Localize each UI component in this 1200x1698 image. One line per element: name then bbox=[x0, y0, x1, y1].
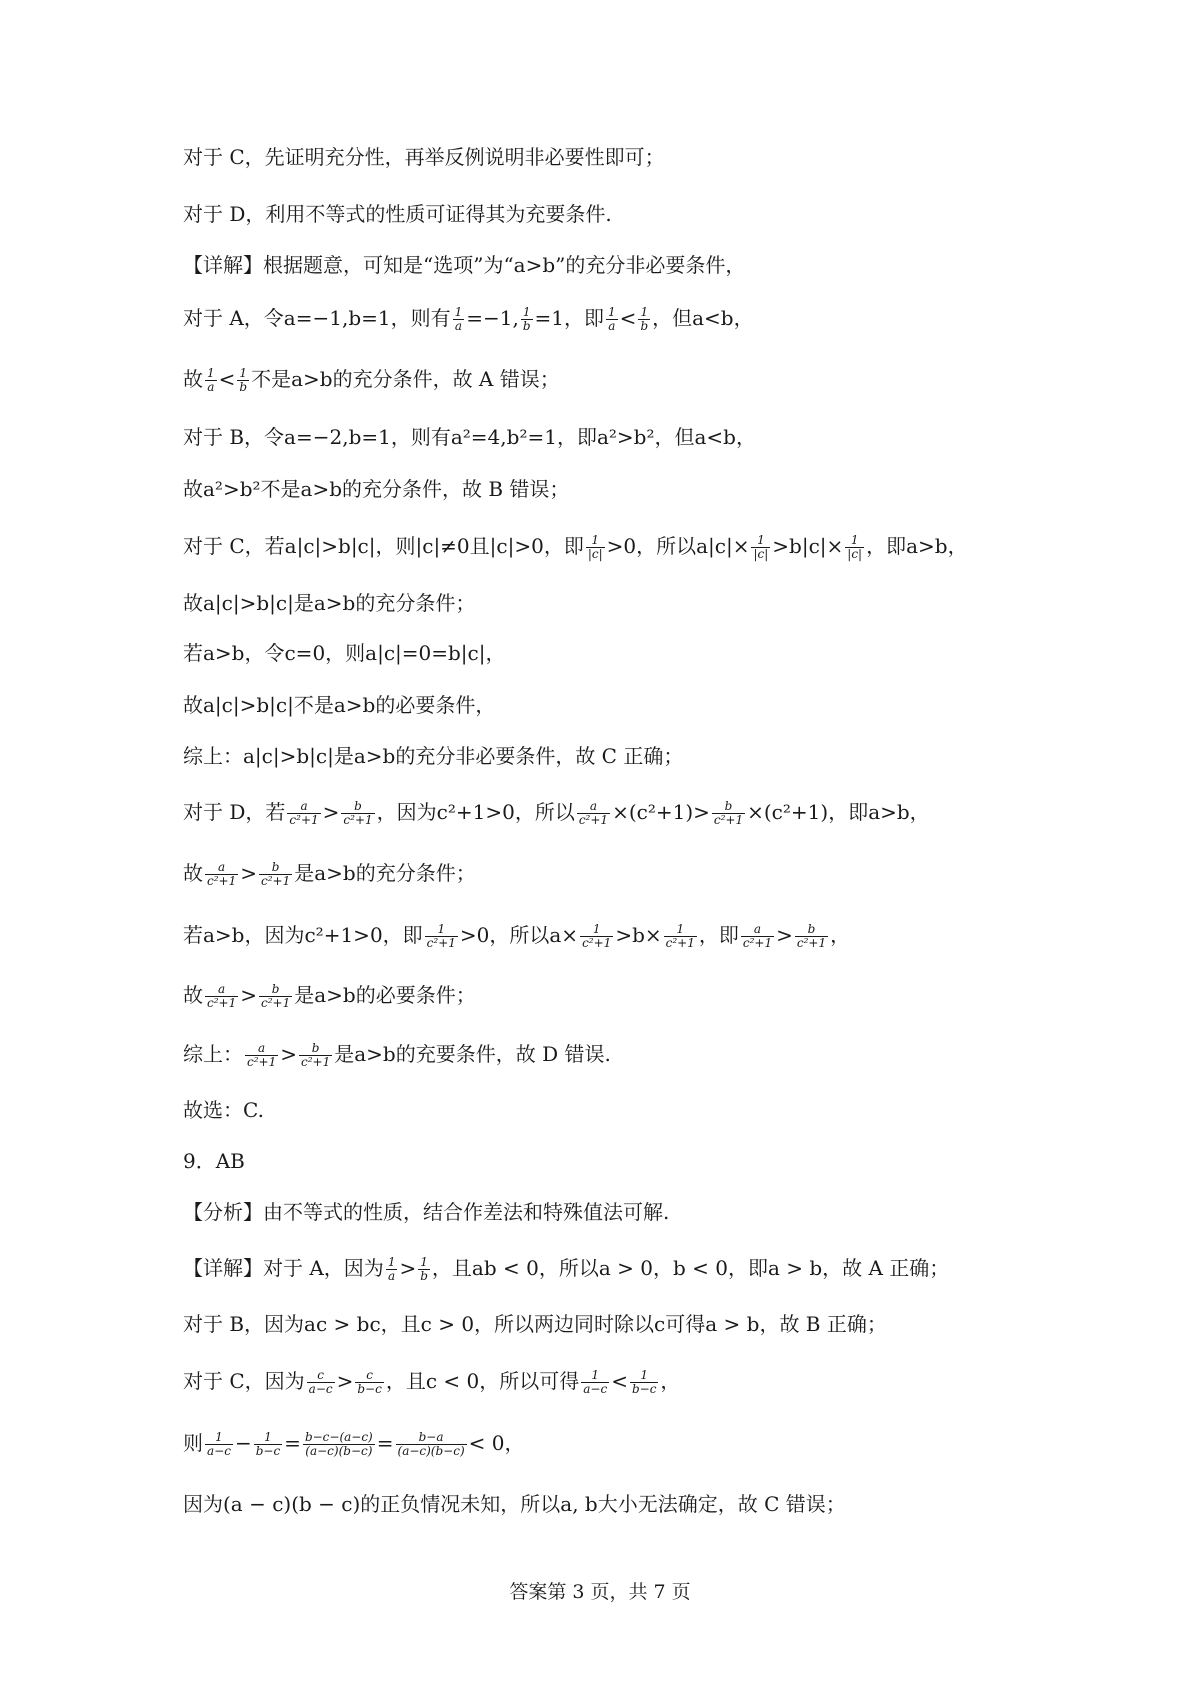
text-line bbox=[183, 1489, 846, 1519]
fraction bbox=[254, 1431, 282, 1458]
line-text: ，即 bbox=[698, 923, 739, 947]
line-text: ， bbox=[830, 923, 851, 947]
numerator: b bbox=[271, 860, 280, 874]
text-line bbox=[183, 1366, 680, 1396]
denominator: c²+1 bbox=[713, 813, 744, 827]
line-text: 故 bbox=[183, 861, 203, 885]
numerator: b−a bbox=[418, 1430, 444, 1444]
fraction bbox=[303, 1431, 375, 1458]
line-text: 若a>b，因为c²+1>0，即 bbox=[183, 923, 423, 947]
denominator: c²+1 bbox=[301, 1055, 331, 1069]
line-text: 对于 A，令a=−1,b=1，则有 bbox=[183, 306, 451, 330]
denominator: c²+1 bbox=[261, 996, 291, 1010]
numerator: b−c−(a−c) bbox=[304, 1430, 373, 1444]
text-line bbox=[183, 741, 683, 771]
line-text: =1，即 bbox=[534, 306, 605, 330]
denominator: a bbox=[205, 380, 217, 394]
fraction bbox=[664, 923, 697, 950]
line-text: < bbox=[218, 367, 236, 391]
line-text: > bbox=[240, 861, 257, 885]
line-text: ，但a<b， bbox=[652, 306, 754, 330]
line-text: > bbox=[240, 983, 257, 1007]
fraction bbox=[712, 800, 745, 827]
denominator: b bbox=[640, 319, 649, 333]
numerator: a bbox=[753, 922, 762, 936]
fraction bbox=[237, 367, 249, 394]
line-text: ， bbox=[660, 1369, 681, 1393]
text-line bbox=[183, 980, 476, 1010]
text-line bbox=[183, 588, 475, 618]
fraction bbox=[341, 800, 374, 827]
denominator: c²+1 bbox=[247, 1055, 277, 1069]
fraction bbox=[580, 923, 613, 950]
line-text: >b× bbox=[615, 923, 662, 947]
fraction bbox=[205, 861, 238, 888]
text-line bbox=[183, 303, 754, 333]
text-line bbox=[183, 364, 560, 394]
text-line bbox=[183, 1039, 611, 1069]
text-line bbox=[183, 858, 476, 888]
fraction bbox=[638, 306, 650, 333]
line-text: 因为(a − c)(b − c)的正负情况未知，所以a, b大小无法确定，故 C 错误； bbox=[183, 1492, 846, 1516]
line-text: 故 bbox=[183, 983, 203, 1007]
line-text: 对于 D，利用不等式的性质可证得其为充要条件. bbox=[183, 202, 612, 226]
denominator: (a−c)(b−c) bbox=[397, 1444, 465, 1458]
fraction bbox=[425, 923, 458, 950]
numerator: b bbox=[807, 922, 816, 936]
text-line bbox=[183, 422, 756, 452]
denominator: (a−c)(b−c) bbox=[303, 1444, 375, 1458]
denominator: b−c bbox=[255, 1444, 281, 1458]
fraction bbox=[205, 983, 238, 1010]
text-line bbox=[183, 638, 506, 668]
fraction bbox=[287, 800, 320, 827]
numerator: 1 bbox=[591, 1368, 600, 1382]
fraction bbox=[205, 1431, 233, 1458]
numerator: 1 bbox=[676, 922, 685, 936]
denominator: a bbox=[453, 319, 465, 333]
numerator: a bbox=[218, 982, 226, 996]
denominator: c²+1 bbox=[665, 936, 695, 950]
line-text: 9．AB bbox=[183, 1149, 245, 1173]
numerator: a bbox=[258, 1041, 266, 1055]
text-line bbox=[183, 250, 745, 280]
numerator: a bbox=[589, 799, 598, 813]
line-text: >0，所以a|c|× bbox=[606, 534, 750, 558]
text-line bbox=[183, 690, 495, 720]
text-line bbox=[183, 1309, 887, 1339]
line-text: 【详解】对于 A，因为 bbox=[183, 1256, 384, 1280]
line-text: =−1, bbox=[466, 306, 519, 330]
line-text: = bbox=[376, 1431, 394, 1455]
denominator: c²+1 bbox=[578, 813, 609, 827]
text-line bbox=[183, 474, 569, 504]
numerator: 1 bbox=[437, 922, 446, 936]
fraction bbox=[355, 1369, 383, 1396]
fraction bbox=[418, 1256, 430, 1283]
denominator: c²+1 bbox=[742, 936, 773, 950]
question-number bbox=[183, 1146, 245, 1176]
denominator: b bbox=[420, 1269, 428, 1283]
line-text: − bbox=[234, 1431, 252, 1455]
line-text: ，即a>b， bbox=[866, 534, 968, 558]
denominator: c²+1 bbox=[582, 936, 612, 950]
denominator: a bbox=[386, 1269, 398, 1283]
denominator: |c| bbox=[587, 547, 603, 561]
denominator: a−c bbox=[207, 1444, 231, 1458]
denominator: a bbox=[606, 319, 618, 333]
page-footer: 答案第 3 页，共 7 页 bbox=[509, 1581, 691, 1603]
line-text: 综上： bbox=[183, 1042, 243, 1066]
line-text: > bbox=[399, 1256, 417, 1280]
numerator: b bbox=[724, 799, 733, 813]
numerator: a bbox=[300, 799, 308, 813]
text-line bbox=[183, 531, 968, 561]
line-text: 对于 D，若 bbox=[183, 800, 286, 824]
text-line bbox=[183, 797, 930, 827]
numerator: b bbox=[271, 982, 280, 996]
text-line bbox=[183, 1253, 949, 1283]
numerator: 1 bbox=[640, 1368, 648, 1382]
line-text: 是a>b的充要条件，故 D 错误. bbox=[334, 1042, 611, 1066]
line-text: 故a²>b²不是a>b的充分条件，故 B 错误； bbox=[183, 477, 570, 501]
fraction bbox=[396, 1431, 467, 1458]
numerator: 1 bbox=[215, 1430, 223, 1444]
fraction bbox=[586, 534, 605, 561]
fraction bbox=[521, 306, 533, 333]
denominator: c²+1 bbox=[426, 936, 456, 950]
numerator: 1 bbox=[757, 533, 765, 547]
line-text: >0，所以a× bbox=[459, 923, 579, 947]
line-text: < 0， bbox=[468, 1431, 525, 1455]
denominator: a−c bbox=[583, 1382, 608, 1396]
text-line bbox=[183, 1428, 524, 1458]
denominator: a−c bbox=[308, 1382, 333, 1396]
fraction bbox=[259, 983, 292, 1010]
numerator: 1 bbox=[850, 533, 859, 547]
fraction bbox=[245, 1042, 278, 1069]
fraction bbox=[606, 306, 618, 333]
line-text: ×(c²+1)，即a>b， bbox=[747, 800, 930, 824]
line-text: > bbox=[280, 1042, 297, 1066]
line-text: 对于 B，因为ac > bc，且c > 0，所以两边同时除以c可得a > b，故 B 正确； bbox=[183, 1312, 887, 1336]
line-text: > bbox=[336, 1369, 354, 1393]
numerator: 1 bbox=[608, 305, 616, 319]
numerator: 1 bbox=[387, 1255, 396, 1269]
numerator: 1 bbox=[640, 305, 649, 319]
line-text: 故选：C. bbox=[183, 1098, 264, 1122]
fraction bbox=[205, 367, 217, 394]
line-text: < bbox=[619, 306, 637, 330]
fraction bbox=[577, 800, 610, 827]
fraction bbox=[845, 534, 864, 561]
text-line bbox=[183, 1197, 669, 1227]
numerator: c bbox=[317, 1368, 324, 1382]
fraction bbox=[630, 1369, 658, 1396]
denominator: c²+1 bbox=[207, 874, 237, 888]
line-text: 【分析】由不等式的性质，结合作差法和特殊值法可解. bbox=[183, 1200, 670, 1224]
line-text: 是a>b的充分条件； bbox=[294, 861, 476, 885]
denominator: |c| bbox=[753, 547, 769, 561]
text-line bbox=[183, 142, 665, 172]
line-text: > bbox=[776, 923, 793, 947]
numerator: c bbox=[366, 1368, 373, 1382]
line-text: 对于 C，因为 bbox=[183, 1369, 305, 1393]
line-text: 故 bbox=[183, 367, 203, 391]
fraction bbox=[453, 306, 465, 333]
denominator: b−c bbox=[631, 1382, 657, 1396]
numerator: b bbox=[311, 1041, 320, 1055]
line-text: ×(c²+1)> bbox=[612, 800, 710, 824]
line-text: 综上：a|c|>b|c|是a>b的充分非必要条件，故 C 正确； bbox=[183, 744, 684, 768]
denominator: c²+1 bbox=[261, 874, 291, 888]
fraction bbox=[259, 861, 292, 888]
fraction bbox=[741, 923, 774, 950]
denominator: |c| bbox=[847, 547, 863, 561]
line-text: 对于 C，若a|c|>b|c|，则|c|≠0且|c|>0，即 bbox=[183, 534, 584, 558]
line-text: 则 bbox=[183, 1431, 203, 1455]
numerator: 1 bbox=[591, 533, 600, 547]
numerator: b bbox=[354, 799, 362, 813]
numerator: 1 bbox=[522, 305, 531, 319]
denominator: b bbox=[239, 380, 248, 394]
line-text: ，且ab < 0，所以a > 0，b < 0，即a > b，故 A 正确； bbox=[431, 1256, 950, 1280]
numerator: a bbox=[218, 860, 226, 874]
numerator: 1 bbox=[454, 305, 463, 319]
denominator: c²+1 bbox=[796, 936, 827, 950]
line-text: ，且c < 0，所以可得 bbox=[385, 1369, 580, 1393]
text-line bbox=[183, 199, 612, 229]
fraction bbox=[307, 1369, 335, 1396]
line-text: 对于 B，令a=−2,b=1，则有a²=4,b²=1，即a²>b²，但a<b， bbox=[183, 425, 756, 449]
text-line bbox=[183, 920, 850, 950]
fraction bbox=[386, 1256, 398, 1283]
numerator: 1 bbox=[592, 922, 601, 936]
line-text: 【详解】根据题意，可知是“选项”为“a>b”的充分非必要条件， bbox=[183, 253, 746, 277]
numerator: 1 bbox=[264, 1430, 272, 1444]
denominator: c²+1 bbox=[207, 996, 237, 1010]
line-text: = bbox=[284, 1431, 301, 1455]
line-text: < bbox=[611, 1369, 628, 1393]
line-text: 不是a>b的充分条件，故 A 错误； bbox=[251, 367, 560, 391]
line-text: 对于 C，先证明充分性，再举反例说明非必要性即可； bbox=[183, 145, 665, 169]
line-text: 故a|c|>b|c|不是a>b的必要条件， bbox=[183, 693, 496, 717]
line-text: ，因为c²+1>0，所以 bbox=[376, 800, 575, 824]
fraction bbox=[795, 923, 828, 950]
denominator: c²+1 bbox=[289, 813, 319, 827]
denominator: b bbox=[522, 319, 531, 333]
numerator: 1 bbox=[239, 366, 248, 380]
fraction bbox=[581, 1369, 609, 1396]
line-text: 故a|c|>b|c|是a>b的充分条件； bbox=[183, 591, 476, 615]
numerator: 1 bbox=[207, 366, 215, 380]
text-line bbox=[183, 1095, 264, 1125]
denominator: c²+1 bbox=[343, 813, 373, 827]
line-text: > bbox=[322, 800, 340, 824]
line-text: 若a>b，令c=0，则a|c|=0=b|c|， bbox=[183, 641, 506, 665]
line-text: 是a>b的必要条件； bbox=[294, 983, 476, 1007]
fraction bbox=[299, 1042, 332, 1069]
line-text: >b|c|× bbox=[772, 534, 844, 558]
numerator: 1 bbox=[420, 1255, 428, 1269]
fraction bbox=[751, 534, 770, 561]
denominator: b−c bbox=[357, 1382, 382, 1396]
